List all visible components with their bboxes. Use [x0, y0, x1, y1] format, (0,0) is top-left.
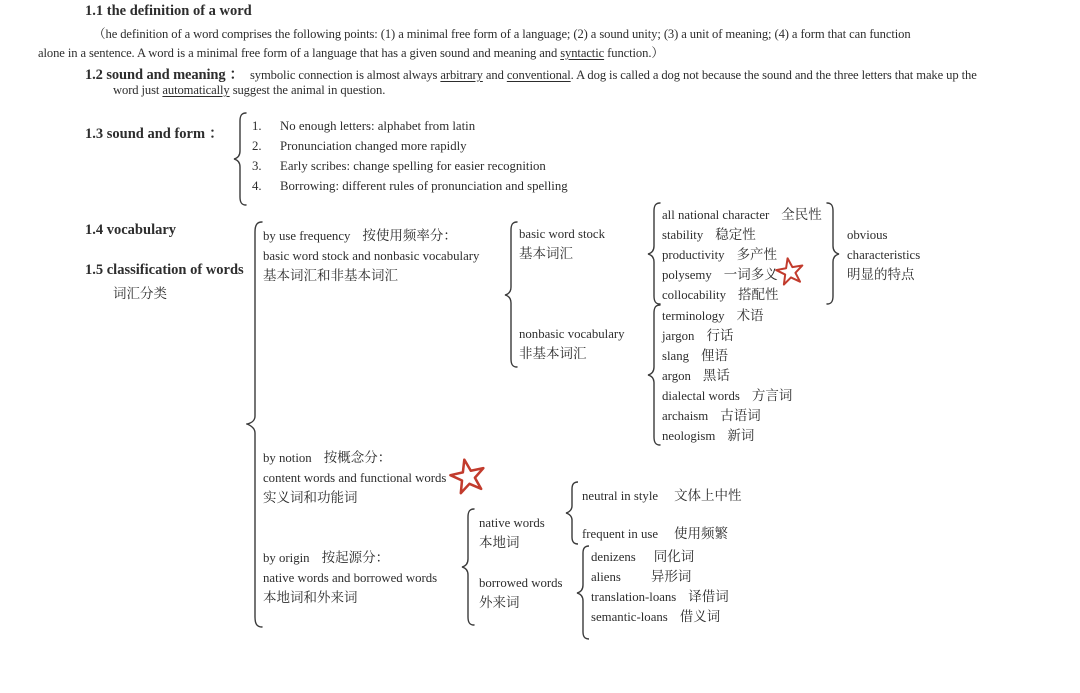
colon: ：	[229, 67, 244, 83]
item-en: semantic-loans	[591, 610, 668, 624]
item-number: 3.	[252, 159, 262, 173]
node-zh: 本地词	[479, 535, 520, 550]
item-zh: 译借词	[688, 589, 729, 604]
text-run: suggest the animal in question.	[229, 83, 386, 97]
label-zh: 按概念分：	[323, 450, 392, 465]
node-en: basic word stock	[519, 227, 606, 241]
text-run: function.）	[604, 46, 664, 60]
brace-origin-group	[461, 508, 475, 626]
list-item	[591, 607, 729, 627]
brace-nonbasic-list	[647, 304, 661, 446]
borrowed-words-node	[479, 574, 563, 612]
item-en: polysemy	[662, 268, 712, 282]
item-en: dialectal words	[662, 389, 740, 403]
item-zh: 搭配性	[737, 287, 779, 302]
list-item	[662, 386, 792, 406]
item-text: Pronunciation changed more rapidly	[280, 139, 467, 153]
list-item	[591, 567, 729, 587]
section-1-5-heading-zh: 词汇分类	[113, 286, 167, 301]
list-item	[252, 156, 568, 176]
item-number: 1.	[252, 119, 262, 133]
item-zh: 稳定性	[715, 227, 756, 242]
borrowed-kinds-list	[591, 547, 729, 627]
list-item	[662, 366, 792, 386]
item-en: terminology	[662, 309, 725, 323]
nonbasic-kinds-list	[662, 306, 792, 446]
item-en: productivity	[662, 248, 725, 262]
native-trait-item	[582, 484, 742, 504]
item-zh: 术语	[736, 308, 764, 323]
by-notion-group	[263, 448, 446, 508]
text-run: . A dog is called a dog not because the sound and the three letters that make up the	[570, 68, 977, 82]
list-item	[662, 326, 792, 346]
item-zh: 行话	[706, 328, 734, 343]
underlined-word: syntactic	[560, 46, 605, 60]
item-text: No enough letters: alphabet from latin	[280, 119, 476, 133]
by-frequency-desc-zh: 基本词汇和非基本词汇	[263, 268, 398, 283]
section-1-4-heading: 1.4 vocabulary	[85, 222, 177, 238]
item-number: 2.	[252, 139, 262, 153]
sound-form-reasons-list	[252, 116, 568, 196]
item-zh: 俚语	[701, 348, 729, 363]
item-en: translation-loans	[591, 590, 677, 604]
characteristics-summary-label	[847, 225, 920, 285]
brace-characteristics-close	[826, 202, 840, 305]
text-run: alone in a sentence. A word is a minimal free form of a language that has a given sound and meaning and	[38, 46, 561, 60]
item-en: collocability	[662, 288, 726, 302]
by-notion-desc-zh: 实义词和功能词	[263, 490, 358, 505]
section-1-1-heading: 1.1 the definition of a word	[85, 3, 252, 19]
list-item	[662, 346, 792, 366]
item-zh: 使用频繁	[674, 526, 729, 541]
list-item	[591, 587, 729, 607]
definition-paragraph-line-1: （he definition of a word comprises the following points: (1) a minimal free form of a language; (2) a sound unity; (3) a unit of meaning; (4) a form that can function	[93, 27, 911, 41]
section-1-3-heading	[85, 122, 230, 143]
text-run: and	[482, 68, 507, 82]
section-1-2-line-1	[85, 63, 977, 84]
node-en: native words	[479, 516, 545, 530]
item-en: stability	[662, 228, 704, 242]
by-notion-desc-en: content words and functional words	[263, 470, 447, 485]
item-zh: 新词	[727, 428, 755, 443]
item-en: slang	[662, 349, 690, 363]
brace-classification	[246, 221, 264, 628]
item-zh: 多产性	[736, 247, 778, 262]
item-zh: 文体上中性	[674, 488, 742, 503]
item-en: denizens	[591, 550, 636, 564]
list-item	[662, 306, 792, 326]
item-number: 4.	[252, 179, 262, 193]
nonbasic-vocabulary-node	[519, 325, 625, 363]
native-words-node	[479, 514, 545, 552]
list-item	[252, 116, 568, 136]
item-en: aliens	[591, 570, 621, 584]
label-zh: 按起源分：	[321, 550, 390, 565]
item-en: all national character	[662, 208, 770, 222]
list-item	[662, 205, 822, 225]
item-zh: 借义词	[679, 609, 721, 624]
list-item	[591, 547, 729, 567]
brace-borrowed-list	[576, 545, 589, 640]
basic-word-stock-node	[519, 225, 605, 263]
by-frequency-label	[263, 226, 479, 247]
star-doodle-icon	[773, 255, 808, 290]
by-notion-label	[263, 448, 446, 469]
label-line: obvious	[847, 228, 888, 242]
node-en: borrowed words	[479, 576, 563, 590]
item-en: argon	[662, 369, 691, 383]
item-en: jargon	[662, 329, 695, 343]
brace-characteristics-open	[647, 202, 661, 305]
label-zh: 按使用频率分：	[362, 228, 457, 243]
label-en: by use frequency	[263, 229, 351, 243]
item-text: Borrowing: different rules of pronunciation and spelling	[280, 179, 568, 193]
by-origin-desc-en: native words and borrowed words	[263, 570, 438, 585]
item-zh: 方言词	[751, 388, 793, 403]
item-zh: 一词多义	[723, 267, 778, 282]
underlined-word: automatically	[162, 83, 230, 97]
by-frequency-group	[263, 226, 479, 286]
item-en: neologism	[662, 429, 716, 443]
by-origin-desc-zh: 本地词和外来词	[263, 590, 358, 605]
by-frequency-desc-en: basic word stock and nonbasic vocabulary	[263, 248, 480, 263]
native-trait-item	[582, 522, 728, 542]
list-item	[662, 285, 822, 305]
colon: ：	[209, 126, 224, 142]
label-en: by notion	[263, 451, 312, 465]
node-en: nonbasic vocabulary	[519, 327, 625, 341]
list-item	[252, 136, 568, 156]
list-item	[662, 225, 822, 245]
text-run: symbolic connection is almost always	[249, 68, 441, 82]
item-zh: 黑话	[702, 368, 730, 383]
star-doodle-icon	[445, 454, 490, 499]
item-en: neutral in style	[582, 489, 659, 503]
item-zh: 同化词	[653, 549, 695, 564]
item-zh: 古语词	[720, 408, 761, 423]
node-zh: 外来词	[479, 595, 520, 610]
node-zh: 基本词汇	[519, 246, 573, 261]
item-en: archaism	[662, 409, 709, 423]
label-en: by origin	[263, 551, 310, 565]
item-zh: 异形词	[650, 569, 692, 584]
heading-text: 1.3 sound and form	[85, 126, 206, 142]
section-1-2-heading: 1.2 sound and meaning	[85, 67, 226, 83]
brace-frequency-group	[504, 221, 518, 368]
definition-paragraph-line-2	[38, 42, 664, 61]
underlined-word: conventional	[506, 68, 571, 82]
brace-sound-and-form	[233, 112, 247, 206]
brace-native-traits	[565, 481, 578, 545]
by-origin-label	[263, 548, 437, 569]
list-item	[662, 426, 792, 446]
text-run: word just	[113, 83, 163, 97]
label-line-zh: 明显的特点	[847, 267, 915, 282]
node-zh: 非基本词汇	[519, 346, 587, 361]
label-line: characteristics	[847, 248, 921, 262]
item-text: Early scribes: change spelling for easier recognition	[280, 159, 546, 173]
section-1-5-heading: 1.5 classification of words	[85, 262, 244, 278]
section-1-2-line-2	[113, 83, 385, 98]
underlined-word: arbitrary	[440, 68, 483, 82]
list-item	[252, 176, 568, 196]
item-zh: 全民性	[781, 207, 822, 222]
item-en: frequent in use	[582, 527, 659, 541]
list-item	[662, 406, 792, 426]
by-origin-group	[263, 548, 437, 608]
